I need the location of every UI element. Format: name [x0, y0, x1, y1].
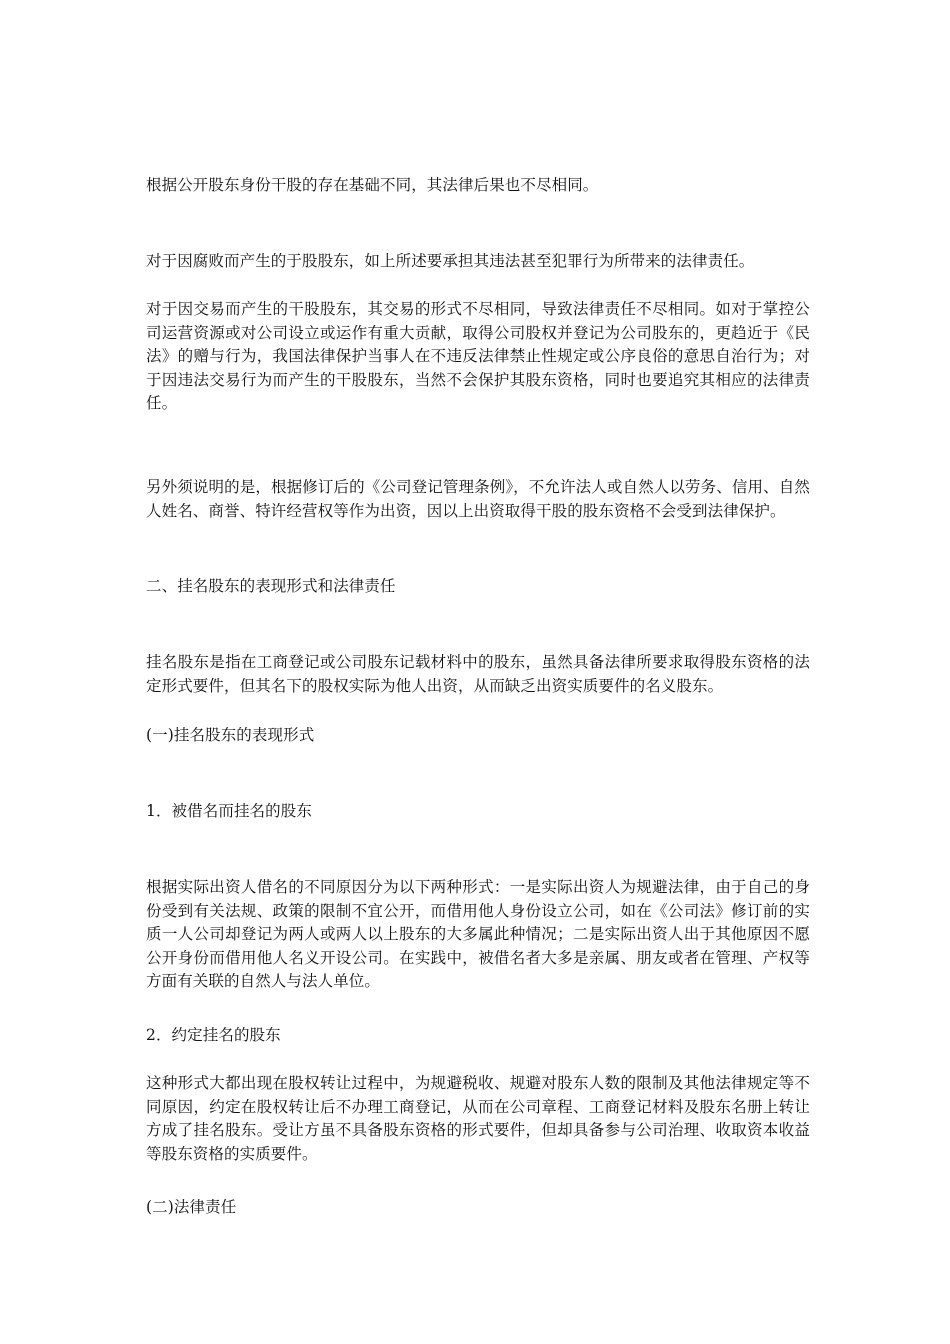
paragraph-dry-share-consequences: 根据公开股东身份干股的存在基础不同，其法律后果也不尽相同。 [146, 176, 599, 194]
paragraph-borrowed-name-detail: 根据实际出资人借名的不同原因分为以下两种形式：一是实际出资人为规避法律，由于自己的身份受到有关法规、政策的限制不宜公开，而借用他人身份设立公司，如在《公司法》修订前的实质一人公司却登记为两人或两人以上股东的大多属此种情况；二是实际出资人出于其他原因不愿公开身份而借用他人名义开设公司。在实践中，被借名者大多是亲属、朋友或者在管理、产权等方面有关联的自然人与法人单位。 [146, 878, 810, 990]
heading-nominal-shareholder: 二、挂名股东的表现形式和法律责任 [146, 577, 396, 595]
heading-agreed-nominal: 2．约定挂名的股东 [146, 1026, 281, 1044]
heading-borrowed-name: 1．被借名而挂名的股东 [146, 802, 312, 820]
heading-legal-liability: (二)法律责任 [146, 1198, 237, 1216]
paragraph-registration-regulation: 另外须说明的是，根据修订后的《公司登记管理条例》，不允许法人或自然人以劳务、信用、自然人姓名、商誉、特许经营权等作为出资，因以上出资取得干股的股东资格不会受到法律保护。 [146, 478, 810, 520]
paragraph-transaction-shareholder: 对于因交易而产生的干股股东，其交易的形式不尽相同，导致法律责任不尽相同。如对于掌控公司运营资源或对公司设立或运作有重大贡献，取得公司股权并登记为公司股东的，更趋近于《民法》的赠与行为，我国法律保护当事人在不违反法律禁止性规定或公序良俗的意思自治行为；对于因违法交易行为而产生的干股股东，当然不会保护其股东资格，同时也要追究其相应的法律责任。 [146, 300, 810, 412]
paragraph-agreed-nominal-detail: 这种形式大都出现在股权转让过程中，为规避税收、规避对股东人数的限制及其他法律规定等不同原因，约定在股权转让后不办理工商登记，从而在公司章程、工商登记材料及股东名册上转让方成了挂名股东。受让方虽不具备股东资格的形式要件，但却具备参与公司治理、收取资本收益等股东资格的实质要件。 [146, 1074, 810, 1163]
heading-forms: (一)挂名股东的表现形式 [146, 726, 315, 744]
paragraph-nominal-definition: 挂名股东是指在工商登记或公司股东记载材料中的股东，虽然具备法律所要求取得股东资格的法定形式要件，但其名下的股权实际为他人出资，从而缺乏出资实质要件的名义股东。 [146, 653, 810, 695]
paragraph-corruption-shareholder: 对于因腐败而产生的于股股东，如上所述要承担其违法甚至犯罪行为所带来的法律责任。 [146, 252, 755, 270]
